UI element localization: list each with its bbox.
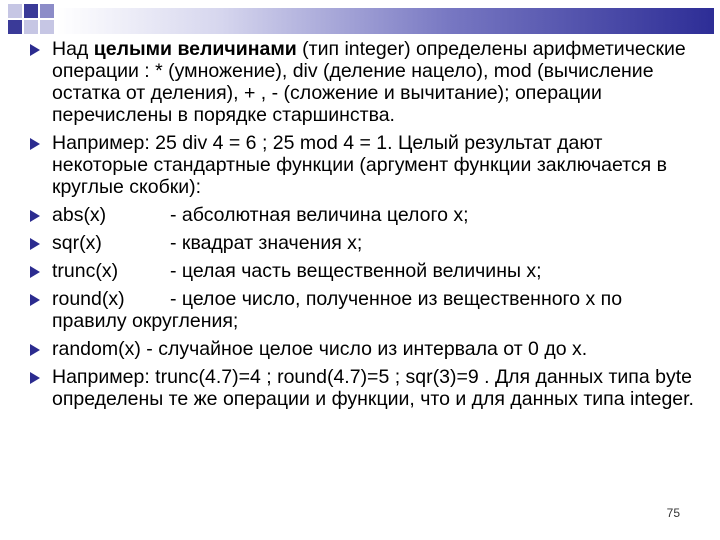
list-item bbox=[20, 338, 700, 360]
bullet-icon bbox=[30, 372, 40, 384]
deco-square bbox=[40, 20, 54, 34]
function-description: - случайное целое число из интервала от 0 до x. bbox=[140, 338, 588, 360]
list-item bbox=[20, 232, 700, 254]
slide-content bbox=[20, 38, 700, 416]
bullet-icon bbox=[30, 238, 40, 250]
function-name: random(x) bbox=[52, 338, 141, 360]
bullet-icon bbox=[30, 44, 40, 56]
bullet-icon bbox=[30, 266, 40, 278]
item-text: Например: 25 div 4 = 6 ; 25 mod 4 = 1. Целый результат дают некоторые стандартные функции (аргумент функции заключается в круглые скобки): bbox=[52, 132, 667, 198]
list-item bbox=[20, 38, 700, 126]
list-item bbox=[20, 366, 700, 410]
function-name: sqr(x) bbox=[52, 232, 102, 254]
bullet-icon bbox=[30, 210, 40, 222]
function-name: abs(x) bbox=[52, 204, 107, 226]
function-description: - квадрат значения x; bbox=[170, 232, 363, 254]
list-item bbox=[20, 132, 700, 198]
page-number: 75 bbox=[666, 506, 680, 520]
list-item bbox=[20, 288, 700, 332]
bullet-icon bbox=[30, 138, 40, 150]
deco-square bbox=[8, 20, 22, 34]
list-item bbox=[20, 260, 700, 282]
function-name: trunc(x) bbox=[52, 260, 119, 282]
item-text: Например: trunc(4.7)=4 ; round(4.7)=5 ; sqr(3)=9 . Для данных типа byte определены те же операции и функции, что и для данных типа integer. bbox=[52, 366, 694, 410]
deco-square bbox=[40, 4, 54, 18]
item-text: Над целыми величинами (тип integer) определены арифметические операции : * (умножение), div (деление нацело), mod (вычисление остатка от деления), + , - (сложение и вычитание); операции перечислены в порядке старшинства. bbox=[52, 38, 686, 126]
list-item bbox=[20, 204, 700, 226]
function-description: - целая часть вещественной величины x; bbox=[170, 260, 542, 282]
deco-square bbox=[24, 20, 38, 34]
header-gradient-bar bbox=[57, 8, 714, 34]
bullet-icon bbox=[30, 344, 40, 356]
function-description: - целое число, полученное из вещественного x по правилу округления; bbox=[52, 288, 623, 332]
function-description: - абсолютная величина целого x; bbox=[170, 204, 469, 226]
bullet-icon bbox=[30, 294, 40, 306]
function-name: round(x) bbox=[52, 288, 125, 310]
deco-square bbox=[24, 4, 38, 18]
deco-square bbox=[8, 4, 22, 18]
